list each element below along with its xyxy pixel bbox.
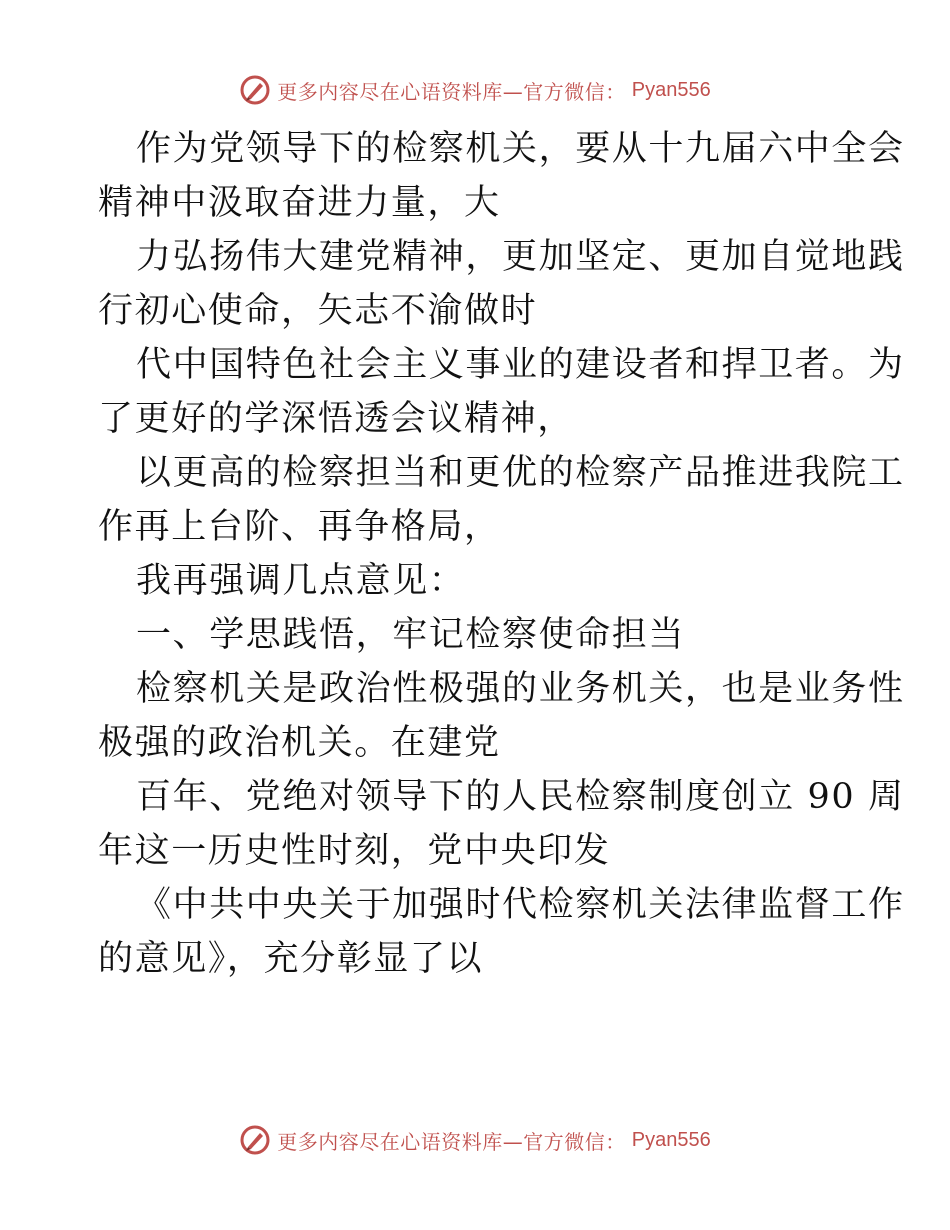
text-line: 年这一历史性时刻，党中央印发 bbox=[98, 831, 611, 871]
text-line: 极强的政治机关。在建党 bbox=[98, 723, 501, 763]
text-line: 作再上台阶、再争格局， bbox=[98, 507, 501, 547]
text-line: 《中共中央关于加强时代检察机关法律监督工作 bbox=[136, 885, 905, 925]
document-body bbox=[98, 122, 905, 986]
text-line: 行初心使命，矢志不渝做时 bbox=[98, 291, 538, 331]
header-watermark bbox=[0, 70, 950, 110]
text-line: 作为党领导下的检察机关，要从十九届六中全会 bbox=[136, 129, 905, 169]
text-line: 代中国特色社会主义事业的建设者和捍卫者。为 bbox=[136, 345, 905, 385]
text-line: 力弘扬伟大建党精神，更加坚定、更加自觉地践 bbox=[136, 237, 905, 277]
watermark-handle: Pyan556 bbox=[631, 78, 711, 101]
text-line: 的意见》，充分彰显了以 bbox=[98, 939, 484, 979]
text-line: 了更好的学深悟透会议精神， bbox=[98, 399, 574, 439]
watermark-handle: Pyan556 bbox=[631, 1128, 711, 1151]
text-line: 百年、党绝对领导下的人民检察制度创立 90 周 bbox=[136, 777, 905, 817]
text-line: 检察机关是政治性极强的业务机关，也是业务性 bbox=[136, 669, 905, 709]
footer-watermark bbox=[0, 1120, 950, 1160]
watermark-text: 更多内容尽在心语资料库—官方微信： bbox=[277, 1129, 626, 1154]
watermark-text: 更多内容尽在心语资料库—官方微信： bbox=[277, 79, 626, 104]
pen-logo-icon bbox=[239, 1124, 271, 1156]
text-line: 以更高的检察担当和更优的检察产品推进我院工 bbox=[136, 453, 905, 493]
pen-logo-icon bbox=[239, 74, 271, 106]
text-line: 我再强调几点意见： bbox=[136, 561, 466, 601]
text-line: 精神中汲取奋进力量，大 bbox=[98, 183, 501, 223]
text-line: 一、学思践悟，牢记检察使命担当 bbox=[136, 615, 686, 655]
